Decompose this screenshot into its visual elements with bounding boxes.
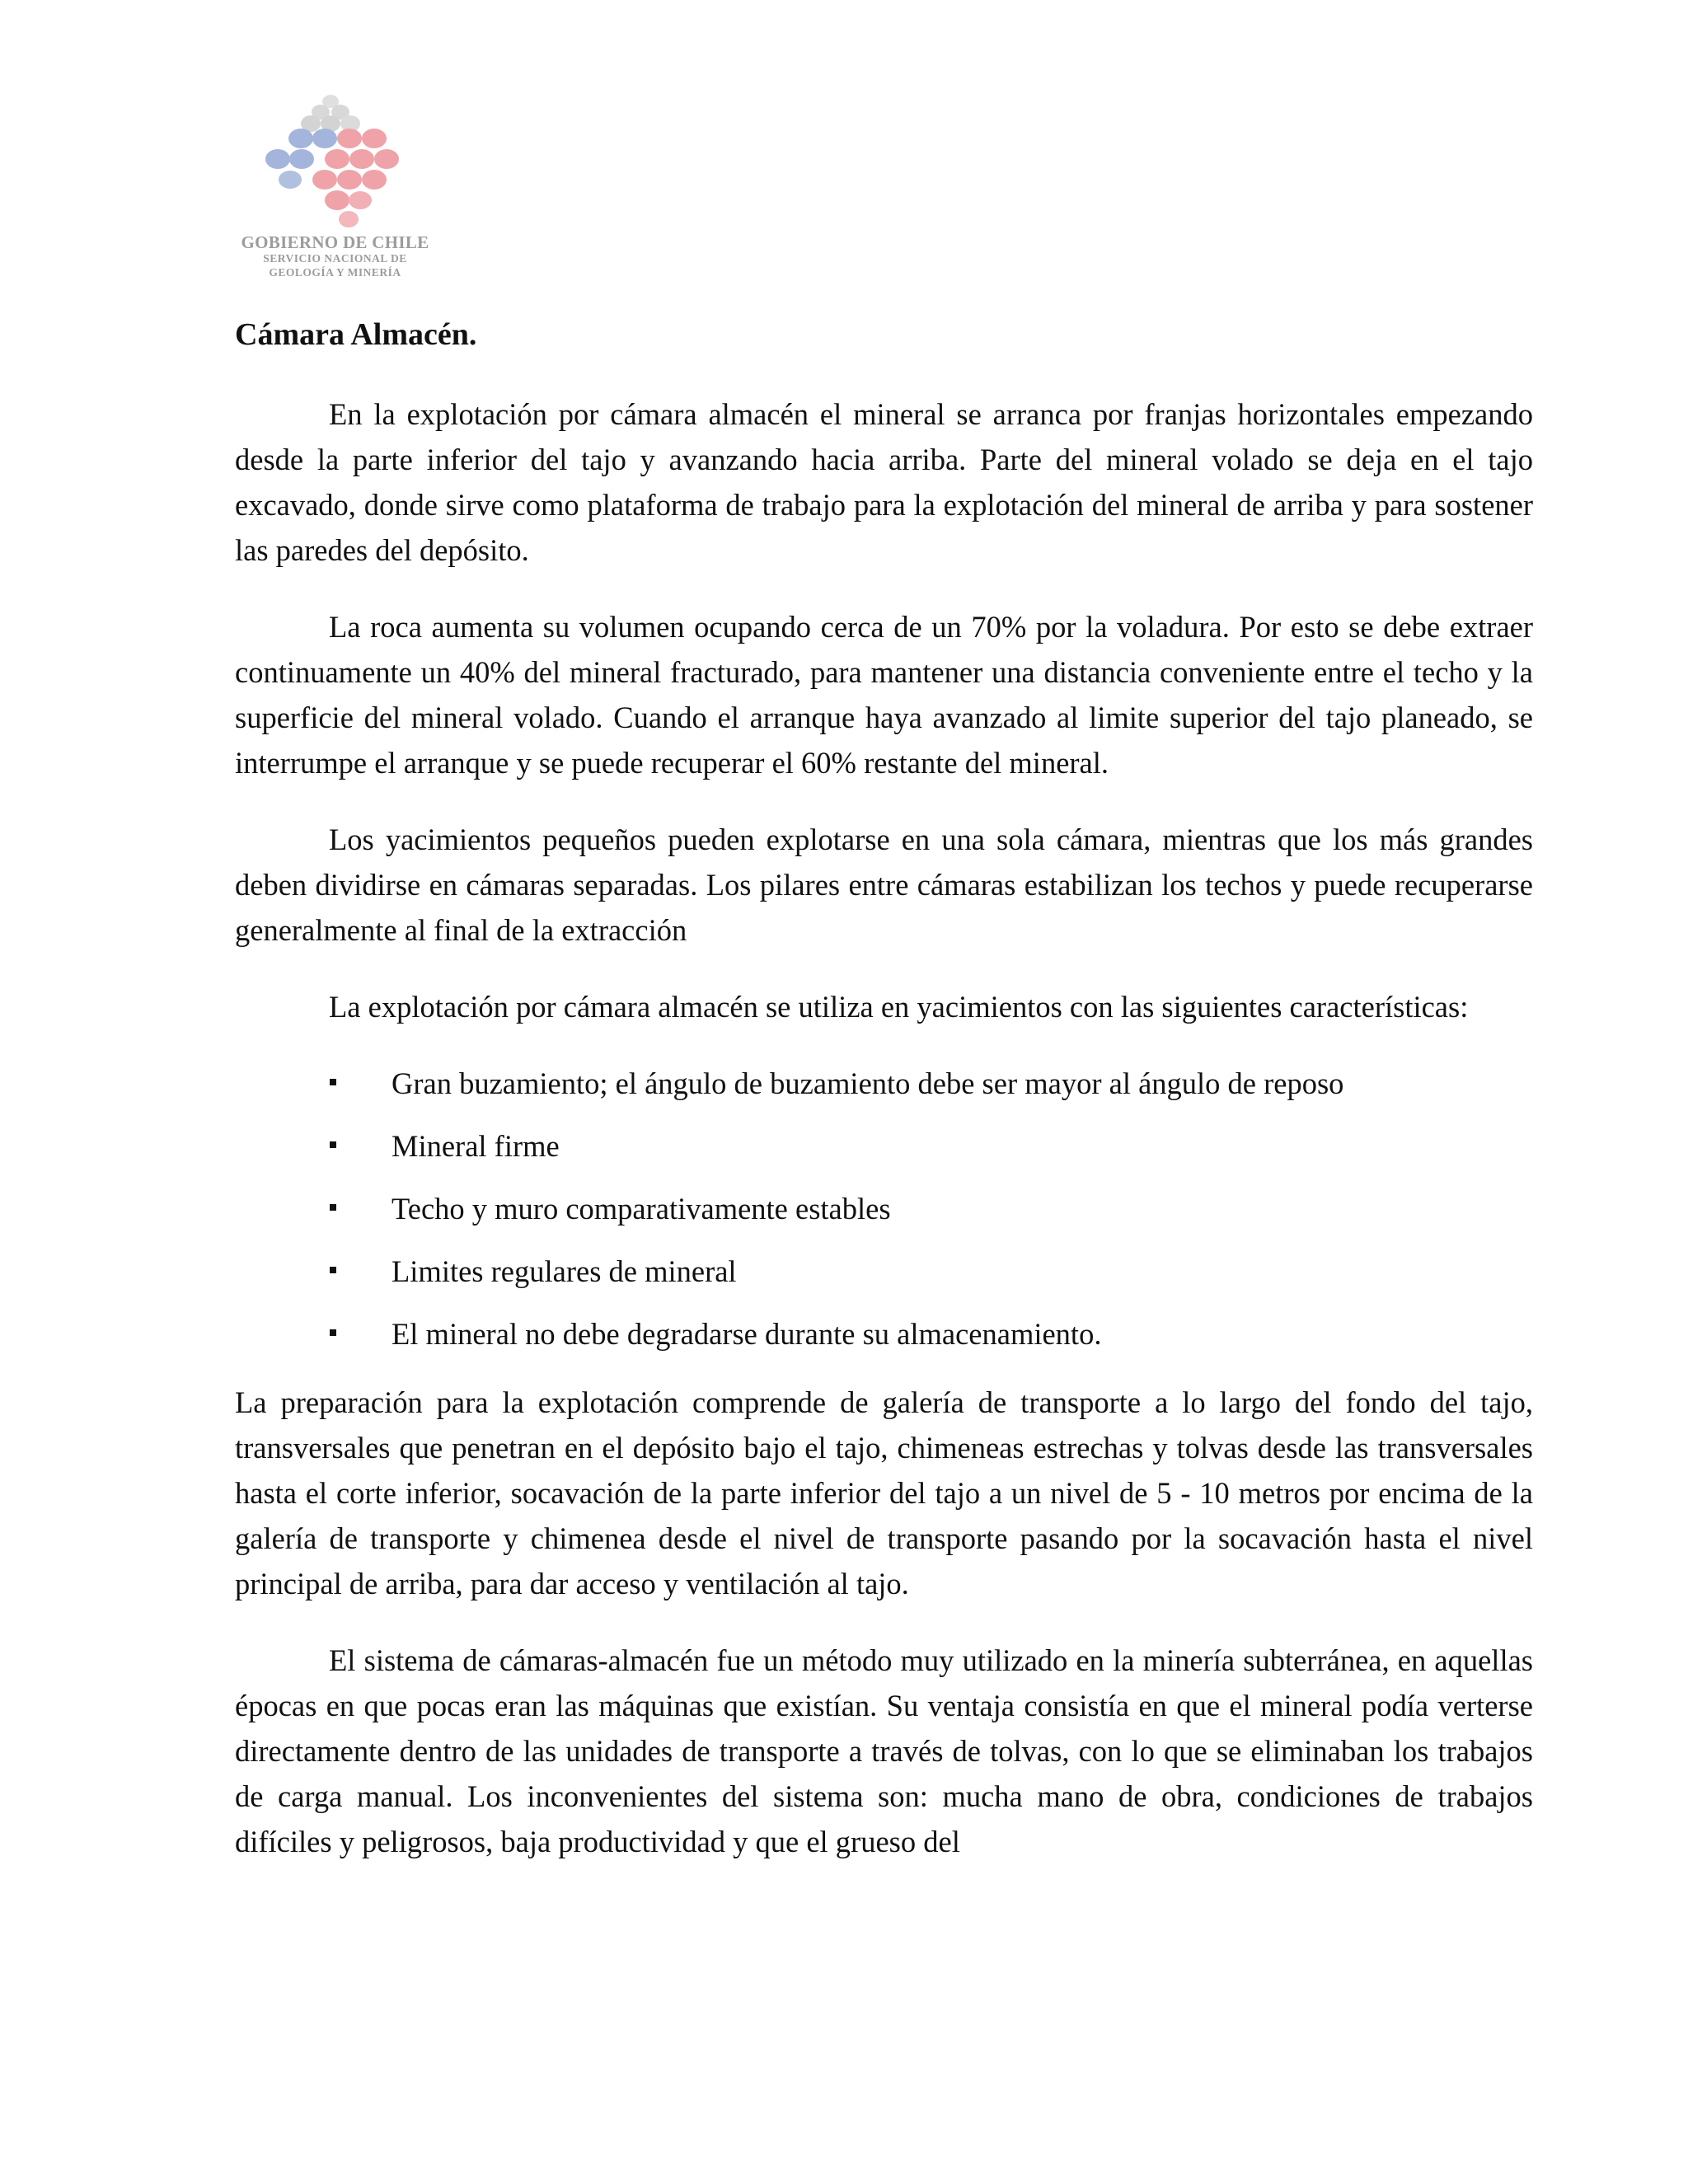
document-title: Cámara Almacén. <box>235 317 477 352</box>
list-item <box>235 1311 1533 1357</box>
paragraph: En la explotación por cámara almacén el mineral se arranca por franjas horizontales empezando desde la parte inferior del tajo y avanzando hacia arriba. Parte del mineral volado se deja en el tajo excavado, donde sirve como plataforma de trabajo para la explotación del mineral de arriba y para sostener las paredes del depósito. <box>235 397 1533 568</box>
paragraph: La preparación para la explotación comprende de galería de transporte a lo largo del fondo del tajo, transversales que penetran en el depósito bajo el tajo, chimeneas estrechas y tolvas desde las transversales hasta el corte inferior, socavación de la parte inferior del tajo a un nivel de 5 - 10 metros por encima de la galería de transporte y chimenea desde el nivel de transporte pasando por la socavación hasta el nivel principal de arriba, para dar acceso y ventilación al tajo. <box>235 1385 1533 1601</box>
list-item-text: Mineral firme <box>392 1129 560 1164</box>
government-logo <box>234 91 436 284</box>
list-item-text: Gran buzamiento; el ángulo de buzamiento debe ser mayor al ángulo de reposo <box>392 1066 1344 1101</box>
bullet-icon <box>330 1141 336 1148</box>
bullet-icon <box>330 1204 336 1211</box>
logo-text-government: GOBIERNO DE CHILE <box>241 232 429 252</box>
bullet-icon <box>330 1267 336 1273</box>
list-item-text: Limites regulares de mineral <box>392 1254 737 1289</box>
paragraph: La explotación por cámara almacén se utiliza en yacimientos con las siguientes características: <box>329 990 1469 1024</box>
list-item <box>235 1123 1533 1169</box>
list-item <box>235 1249 1533 1294</box>
paragraph: La roca aumenta su volumen ocupando cerca de un 70% por la voladura. Por esto se debe extraer continuamente un 40% del mineral fracturado, para mantener una distancia conveniente entre el techo y la superficie del mineral volado. Cuando el arranque haya avanzado al limite superior del tajo planeado, se interrumpe el arranque y se puede recuperar el 60% restante del mineral. <box>235 610 1533 780</box>
diamond-cluster-icon <box>263 91 407 231</box>
list-item-text: El mineral no debe degradarse durante su almacenamiento. <box>392 1317 1102 1352</box>
document-body <box>235 313 1533 1896</box>
paragraph: Los yacimientos pequeños pueden explotarse en una sola cámara, mientras que los más grandes deben dividirse en cámaras separadas. Los pilares entre cámaras estabilizan los techos y puede recuperarse generalmente al final de la extracción <box>235 823 1533 948</box>
bullet-icon <box>330 1329 336 1336</box>
list-item <box>235 1061 1533 1106</box>
list-item-text: Techo y muro comparativamente estables <box>392 1192 891 1226</box>
bullet-icon <box>330 1079 336 1085</box>
paragraph: El sistema de cámaras-almacén fue un método muy utilizado en la minería subterránea, en aquellas épocas en que pocas eran las máquinas que existían. Su ventaja consistía en que el mineral podía verterse directamente dentro de las unidades de transporte a través de tolvas, con lo que se eliminaban los trabajos de carga manual. Los inconvenientes del sistema son: mucha mano de obra, condiciones de trabajos difíciles y peligrosos, baja productividad y que el grueso del <box>235 1643 1533 1859</box>
logo-text-geology: GEOLOGÍA Y MINERÍA <box>269 266 401 279</box>
logo-text-service: SERVICIO NACIONAL DE <box>263 252 407 265</box>
list-item <box>235 1186 1533 1231</box>
characteristics-list <box>235 1061 1533 1357</box>
